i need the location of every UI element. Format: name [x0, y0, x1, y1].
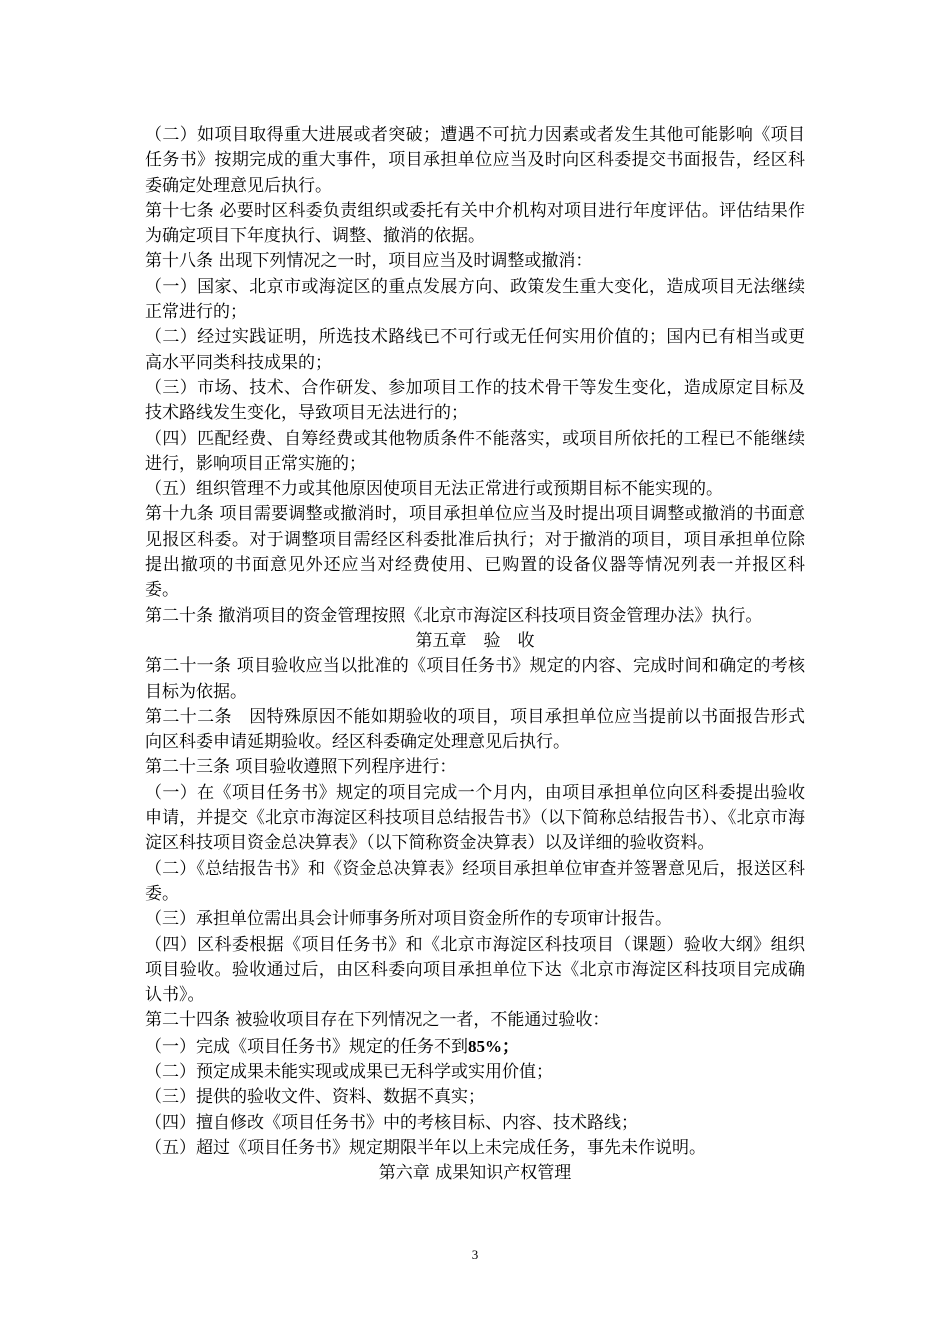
- paragraph: （二）经过实践证明，所选技术路线已不可行或无任何实用价值的；国内已有相当或更高水平同类科技成果的；: [145, 327, 805, 373]
- paragraph: 第二十三条 项目验收遵照下列程序进行：: [145, 757, 457, 778]
- paragraph: （四）区科委根据《项目任务书》和《北京市海淀区科技项目（课题）验收大纲》组织项目验收。验收通过后，由区科委向项目承担单位下达《北京市海淀区科技项目完成确认书》。: [145, 934, 805, 1006]
- paragraph: 第二十二条 因特殊原因不能如期验收的项目，项目承担单位应当提前以书面报告形式向区科委申请延期验收。经区科委确定处理意见后执行。: [145, 706, 805, 753]
- paragraph: （三）市场、技术、合作研发、参加项目工作的技术骨干等发生变化，造成原定目标及技术路线发生变化，导致项目无法进行的；: [145, 377, 805, 424]
- paragraph: （五）超过《项目任务书》规定期限半年以上未完成任务，事先未作说明。: [145, 1137, 706, 1158]
- paragraph: （三）提供的验收文件、资料、数据不真实；: [145, 1087, 485, 1108]
- paragraph: 第二十四条 被验收项目存在下列情况之一者，不能通过验收：: [145, 1010, 610, 1031]
- paragraph: （三）承担单位需出具会计师事务所对项目资金所作的专项审计报告。: [145, 909, 672, 930]
- page-number: 3: [471, 1247, 479, 1262]
- paragraph: 第二十一条 项目验收应当以批准的《项目任务书》规定的内容、完成时间和确定的考核目标为依据。: [145, 656, 805, 702]
- paragraph: （四）擅自修改《项目任务书》中的考核目标、内容、技术路线；: [145, 1112, 638, 1133]
- paragraph: （二）如项目取得重大进展或者突破；遭遇不可抗力因素或者发生其他可能影响《项目任务书》按期完成的重大事件，项目承担单位应当及时向区科委提交书面报告，经区科委确定处理意见后执行。: [145, 125, 805, 196]
- paragraph: 第十八条 出现下列情况之一时，项目应当及时调整或撤消：: [145, 251, 593, 272]
- chapter-heading: 第六章 成果知识产权管理: [378, 1163, 572, 1184]
- paragraph: （一）国家、北京市或海淀区的重点发展方向、政策发生重大变化，造成项目无法继续正常进行的；: [145, 276, 805, 323]
- paragraph: （二）预定成果未能实现或成果已无科学或实用价值；: [145, 1061, 553, 1082]
- percentage-value: 85%；: [468, 1036, 519, 1056]
- chapter-heading: 第五章 验 收: [415, 630, 535, 651]
- paragraph: [145, 1034, 805, 1060]
- paragraph: 第二十条 撤消项目的资金管理按照《北京市海淀区科技项目资金管理办法》执行。: [145, 605, 763, 626]
- paragraph: （一）在《项目任务书》规定的项目完成一个月内，由项目承担单位向区科委提出验收申请，并提交《北京市海淀区科技项目总结报告书》（以下简称总结报告书）、《北京市海淀区科技项目资金总决算表》（以下简称资金决算表）以及详细的验收资料。: [145, 782, 805, 854]
- paragraph: （五）组织管理不力或其他原因使项目无法正常进行或预期目标不能实现的。: [145, 479, 723, 500]
- paragraph: （四）匹配经费、自筹经费或其他物质条件不能落实，或项目所依托的工程已不能继续进行，影响项目正常实施的；: [145, 428, 805, 474]
- paragraph: 第十九条 项目需要调整或撤消时，项目承担单位应当及时提出项目调整或撤消的书面意见报区科委。对于调整项目需经区科委批准后执行；对于撤消的项目，项目承担单位除提出撤项的书面意见外还应当对经费使用、已购置的设备仪器等情况列表一并报区科委。: [145, 504, 805, 601]
- paragraph: 第十七条 必要时区科委负责组织或委托有关中介机构对项目进行年度评估。评估结果作为确定项目下年度执行、调整、撤消的依据。: [145, 200, 805, 247]
- paragraph: （二）《总结报告书》和《资金总决算表》经项目承担单位审查并签署意见后，报送区科委。: [145, 858, 805, 904]
- paragraph-text: （一）完成《项目任务书》规定的任务不到: [145, 1036, 468, 1057]
- document-body: [145, 123, 805, 1186]
